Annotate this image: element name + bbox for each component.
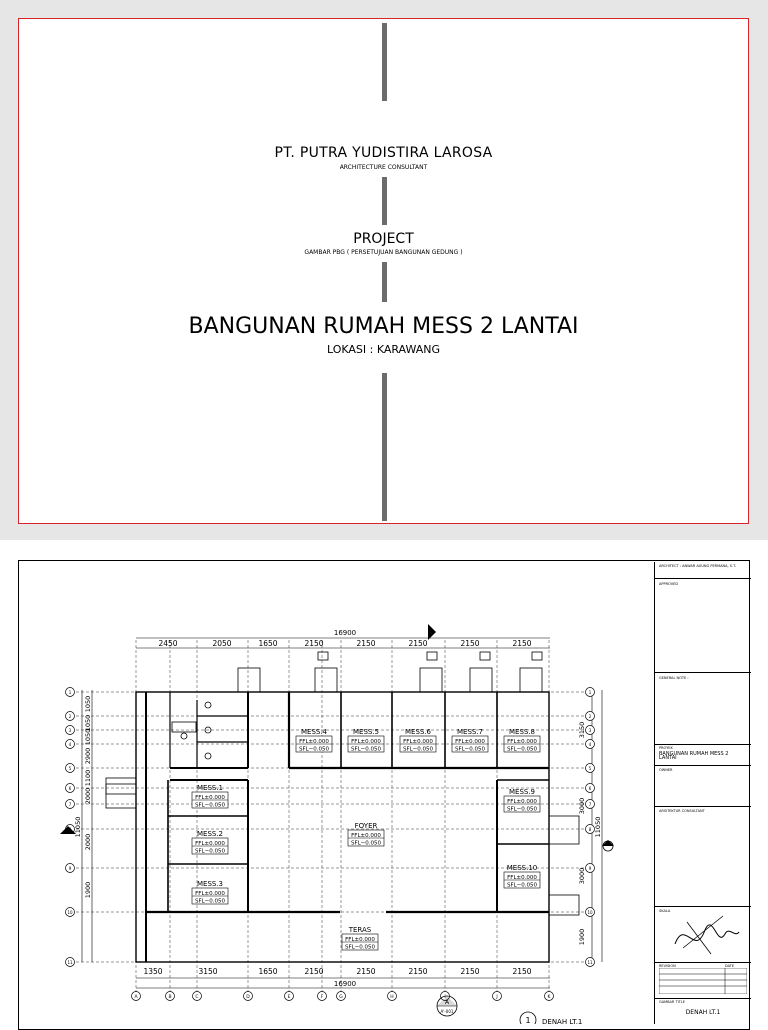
room-sfl: SFL−0.050 <box>506 746 538 753</box>
grid-letter: K <box>547 995 551 1000</box>
room-ffl: FFL±0.000 <box>507 875 537 881</box>
project-label: PROYEK <box>659 746 673 750</box>
room-ffl: FFL±0.000 <box>403 739 433 745</box>
bottom-dim: 2150 <box>304 967 324 976</box>
grid-letter: I <box>444 995 446 1000</box>
room-ffl: FFL±0.000 <box>195 841 225 847</box>
grid-number: 10 <box>67 910 73 915</box>
room-name: MESS.7 <box>456 728 484 736</box>
room-ffl: FFL±0.000 <box>195 891 225 897</box>
room-name: TERAS <box>348 926 372 934</box>
top-dim: 2050 <box>212 639 232 648</box>
grid-number: 9 <box>68 866 72 871</box>
room-name: MESS.5 <box>352 728 380 736</box>
right-dim: 1900 <box>578 928 586 946</box>
left-overall-dim: 11050 <box>74 816 82 838</box>
grid-letter: B <box>168 995 172 1000</box>
drawing-title <box>520 1012 582 1024</box>
room-sfl: SFL−0.050 <box>194 848 226 855</box>
building-title: BANGUNAN RUMAH MESS 2 LANTAI <box>188 314 579 339</box>
bottom-dim: 2150 <box>512 967 532 976</box>
right-overall-dim: 11050 <box>594 816 602 838</box>
room-ffl: FFL±0.000 <box>351 833 381 839</box>
right-dim: 3150 <box>578 721 586 739</box>
title-block <box>654 562 751 1024</box>
location-text: LOKASI : KARAWANG <box>326 343 441 356</box>
grid-number: 3 <box>588 728 592 733</box>
section-mark: A <box>444 999 450 1006</box>
top-dim: 2450 <box>158 639 178 648</box>
grid-number: 6 <box>588 786 592 791</box>
approved-label: APPROVED <box>659 582 679 586</box>
drawing-title-value: DENAH LT.1 <box>685 1009 721 1016</box>
grid-letter: G <box>339 995 343 1000</box>
grid-number: 1 <box>68 690 72 695</box>
room-ffl: FFL±0.000 <box>299 739 329 745</box>
left-dim: 1050 <box>84 695 92 713</box>
room-sfl: SFL−0.050 <box>506 806 538 813</box>
room-labels <box>192 728 540 951</box>
left-dim: 2900 <box>84 747 92 765</box>
level-marker-right <box>602 840 614 851</box>
room-sfl: SFL−0.050 <box>402 746 434 753</box>
room-sfl: SFL−0.050 <box>454 746 486 753</box>
bottom-dim: 2150 <box>460 967 480 976</box>
room-ffl: FFL±0.000 <box>351 739 381 745</box>
grid-number: 1 <box>588 690 592 695</box>
grid-number: 6 <box>68 786 72 791</box>
grid-lines <box>76 640 596 996</box>
room-sfl: SFL−0.050 <box>350 746 382 753</box>
top-dim: 2150 <box>356 639 376 648</box>
room-sfl: SFL−0.050 <box>506 882 538 889</box>
left-dim: 2000 <box>84 833 92 851</box>
overall-dim-top: 16900 <box>333 629 357 637</box>
scale-label: SKALA <box>659 909 671 913</box>
left-dim: 1900 <box>84 881 92 899</box>
grid-letter: A <box>134 995 138 1000</box>
owner-label: OWNER <box>659 768 673 772</box>
grid-number: 4 <box>588 742 592 747</box>
overall-dim-bottom: 16900 <box>333 980 357 988</box>
grid-letter-bubbles <box>132 992 554 1001</box>
room-sfl: SFL−0.050 <box>344 944 376 951</box>
grid-number: 8 <box>588 827 592 832</box>
bottom-dim: 1650 <box>258 967 278 976</box>
section-marker-top <box>428 624 436 640</box>
bottom-dim: 3150 <box>198 967 218 976</box>
bottom-dim: 2150 <box>356 967 376 976</box>
drawing-number: 1 <box>525 1016 531 1024</box>
left-dim: 1050 <box>84 714 92 732</box>
grid-number: 5 <box>588 766 592 771</box>
top-dim: 2150 <box>512 639 532 648</box>
room-name: MESS.1 <box>196 784 224 792</box>
room-name: FOYER <box>354 822 378 830</box>
bottom-dim: 2150 <box>408 967 428 976</box>
left-dim: 2000 <box>84 787 92 805</box>
building-walls <box>136 692 549 962</box>
grid-number: 2 <box>68 714 72 719</box>
room-name: MESS.10 <box>506 864 538 872</box>
room-ffl: FFL±0.000 <box>455 739 485 745</box>
firm-name: PT. PUTRA YUDISTIRA LAROSA <box>274 145 493 161</box>
room-sfl: SFL−0.050 <box>194 802 226 809</box>
right-dim: 3000 <box>578 797 586 815</box>
room-sfl: SFL−0.050 <box>298 746 330 753</box>
grid-letter: C <box>195 995 199 1000</box>
date-label: DATE <box>725 964 735 968</box>
project-value: BANGUNAN RUMAH MESS 2 LANTAI <box>659 751 729 761</box>
bottom-dim: 1350 <box>143 967 163 976</box>
revision-label: REVISION <box>659 964 676 968</box>
notes-label: GENERAL NOTE : <box>659 676 689 680</box>
room-name: MESS.9 <box>508 788 536 796</box>
grid-letter: H <box>390 995 394 1000</box>
grid-number: 7 <box>588 802 592 807</box>
project-label: PROJECT <box>353 231 414 247</box>
right-dim: 3000 <box>578 867 586 885</box>
left-dim: 1050 <box>84 728 92 746</box>
firm-subtitle: ARCHITECTURE CONSULTANT <box>339 164 428 171</box>
left-dim: 1100 <box>84 769 92 787</box>
room-sfl: SFL−0.050 <box>194 898 226 905</box>
top-dim: 2150 <box>408 639 428 648</box>
room-name: MESS.2 <box>196 830 224 838</box>
drawing-title-text: DENAH LT.1 <box>542 1018 583 1024</box>
room-sfl: SFL−0.050 <box>350 840 382 847</box>
architect-line: ARCHITECT : ANWAR AGUNG PERMANA, S.T. <box>659 564 736 568</box>
grid-number: 3 <box>68 728 72 733</box>
top-dim: 1650 <box>258 639 278 648</box>
room-ffl: FFL±0.000 <box>345 937 375 943</box>
grid-number: 10 <box>587 910 593 915</box>
grid-letter: J <box>496 995 498 1000</box>
top-dim: 2150 <box>460 639 480 648</box>
room-ffl: FFL±0.000 <box>507 799 537 805</box>
grid-number: 7 <box>68 802 72 807</box>
room-name: MESS.4 <box>300 728 328 736</box>
grid-number: 11 <box>587 960 593 965</box>
room-name: MESS.8 <box>508 728 536 736</box>
revision-table <box>659 968 747 994</box>
section-ref: A'-001 <box>440 1009 454 1014</box>
room-ffl: FFL±0.000 <box>507 739 537 745</box>
grid-number: 2 <box>588 714 592 719</box>
grid-number: 4 <box>68 742 72 747</box>
section-bubble-bottom <box>437 996 457 1016</box>
consultant-label: ARSITEKTUR CONSULTANT <box>659 809 705 813</box>
grid-number: 5 <box>68 766 72 771</box>
grid-letter: E <box>287 995 291 1000</box>
grid-number: 11 <box>67 960 73 965</box>
project-subtitle: GAMBAR PBG ( PERSETUJUAN BANGUNAN GEDUNG ) <box>304 249 463 256</box>
room-name: MESS.6 <box>404 728 432 736</box>
room-name: MESS.3 <box>196 880 224 888</box>
room-ffl: FFL±0.000 <box>195 795 225 801</box>
top-dim: 2150 <box>304 639 324 648</box>
grid-letter: F <box>320 995 324 1000</box>
drawing-title-label: GAMBAR TITLE <box>659 1000 685 1004</box>
grid-letter: D <box>246 995 250 1000</box>
grid-number: 9 <box>588 866 592 871</box>
signature-mark <box>665 908 745 962</box>
